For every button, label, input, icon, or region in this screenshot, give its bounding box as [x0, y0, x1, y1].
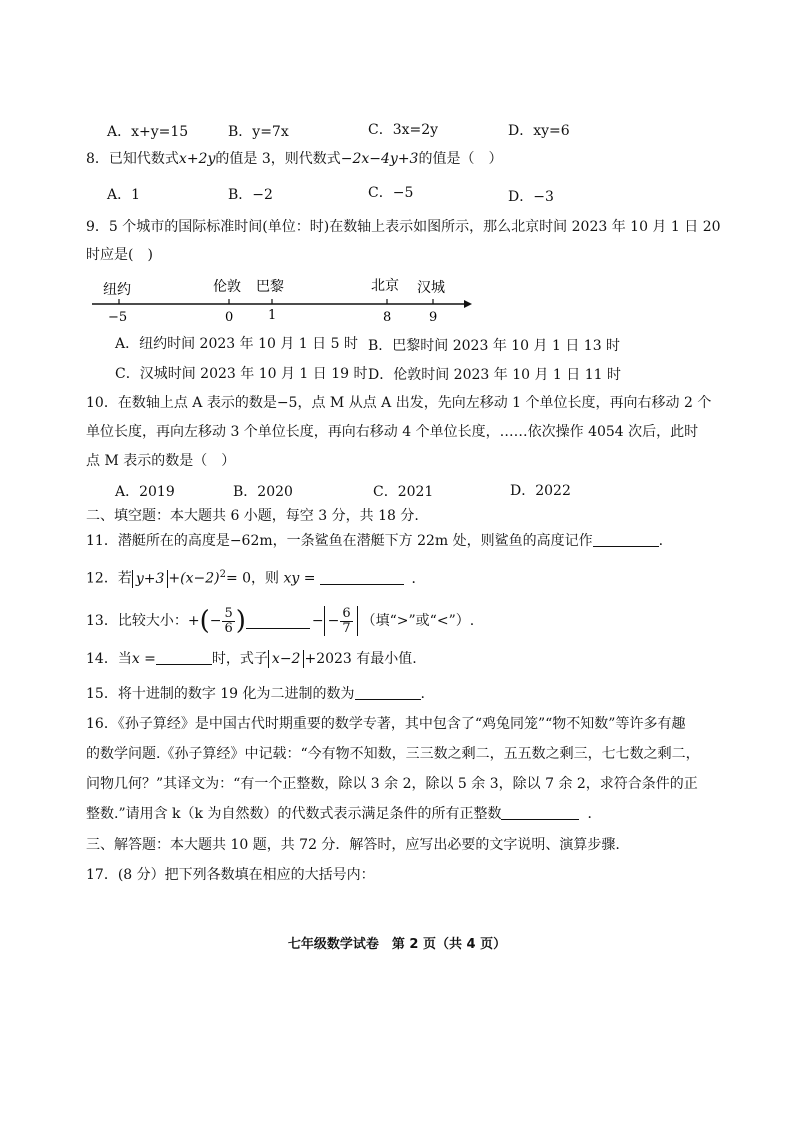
page-footer: 七年级数学试卷 第 2 页（共 4 页）	[287, 937, 507, 952]
question-14	[86, 650, 417, 668]
q14-prefix: 14．当	[86, 651, 132, 667]
q13-abs: − $\frac{6}{7}$	[324, 606, 358, 636]
q16-line-1: 16．《孙子算经》是中国古代时期重要的数学专著，其中包含了“鸡兔同笼”“物不知数”等许多有趣	[86, 716, 686, 732]
question-11	[86, 532, 663, 550]
value-london: 0	[225, 310, 234, 325]
q7-option-b: B．y=7x	[228, 124, 289, 140]
question-16-line-4	[86, 805, 601, 823]
q15-text: 15．将十进制的数字 19 化为二进制的数为	[86, 686, 355, 702]
q11-text: 11．潜艇所在的高度是−62m，一条鲨鱼在潜艇下方 22m 处，则鲨鱼的高度记作	[86, 533, 593, 549]
q7-option-d: D．xy=6	[508, 123, 570, 139]
q8-option-a: A．1	[107, 187, 141, 203]
q14-abs: x−2	[268, 650, 305, 668]
q13-minus2: −	[311, 613, 324, 629]
q12-abs: y+3	[132, 570, 169, 588]
value-newyork: −5	[108, 310, 128, 325]
q16-line-2: 的数学问题.《孙子算经》中记载：“今有物不知数，三三数之剩二，五五数之剩三，七七数之剩二，	[86, 746, 700, 762]
q8-option-d: D．−3	[508, 189, 554, 205]
q13-minus1: −	[209, 613, 222, 629]
q12-square: (x−2)	[180, 570, 220, 587]
q12-prefix: 12．若	[86, 570, 132, 587]
q7-option-a: A．x+y=15	[107, 124, 189, 140]
q8-option-c: C．−5	[368, 185, 414, 201]
q12-eq: = 0，则	[225, 570, 280, 587]
city-newyork: 纽约	[103, 282, 131, 298]
q8-prefix: 8．已知代数式	[86, 151, 179, 167]
q13-frac1: $\frac{5}{6}$	[224, 605, 233, 636]
q12-exponent: 2	[219, 569, 226, 580]
question-13: 13．比较大小：+(− $\frac{5}{6}$ ) − − $\frac{6}{7}$ （填“>”或“<”）.	[86, 605, 475, 636]
q7-option-c: C．3x=2y	[368, 122, 439, 138]
q16-answer-blank[interactable]	[501, 805, 579, 820]
q8-mid: 的值是 3，则代数式	[215, 151, 341, 167]
q9-option-b: B．巴黎时间 2023 年 10 月 1 日 13 时	[368, 338, 621, 354]
q9-option-d: D．伦敦时间 2023 年 10 月 1 日 11 时	[368, 367, 621, 383]
q15-end: .	[420, 686, 425, 702]
city-london: 伦敦	[213, 279, 241, 295]
q12-xy: xy	[283, 570, 300, 587]
question-8	[86, 150, 502, 168]
q10-option-d: D．2022	[510, 483, 571, 499]
q10-line-3: 点 M 表示的数是（ ）	[86, 453, 236, 469]
q8-option-b: B．−2	[228, 187, 273, 203]
q8-expr1: x+2y	[178, 151, 216, 167]
q10-option-a: A．2019	[115, 484, 175, 500]
q12-end: ．	[411, 570, 426, 587]
q10-line-1: 10．在数轴上点 A 表示的数是−5，点 M 从点 A 出发，先向左移动 1 个单位长度，再向右移动 2 个	[86, 395, 712, 411]
q10-option-b: B．2020	[233, 484, 293, 500]
city-seoul: 汉城	[417, 280, 445, 296]
q11-answer-blank[interactable]	[593, 532, 659, 547]
q12-answer-blank[interactable]	[320, 570, 404, 585]
value-paris: 1	[268, 308, 277, 323]
number-line	[90, 270, 490, 326]
q14-eq: =	[139, 651, 156, 667]
q8-expr2: −2x−4y+3	[340, 151, 419, 167]
q14-answer-blank[interactable]	[156, 650, 212, 665]
q12-eq2: =	[299, 570, 316, 587]
q15-answer-blank[interactable]	[355, 685, 421, 700]
number-line-arrow	[464, 300, 472, 308]
question-12	[86, 566, 426, 588]
value-seoul: 9	[429, 310, 438, 325]
q16-line-3: 问物几何？”其译文为：“有一个正整数，除以 3 余 2，除以 5 余 3，除以 7 余 2，求符合条件的正	[86, 776, 698, 792]
q9-line-2: 时应是( )	[86, 247, 153, 263]
q9-line-1: 9．5 个城市的国际标准时间(单位：时)在数轴上表示如图所示，那么北京时间 2023 年 10 月 1 日 20	[86, 219, 721, 235]
q9-option-c: C．汉城时间 2023 年 10 月 1 日 19 时	[115, 366, 368, 382]
q9-option-a: A．纽约时间 2023 年 10 月 1 日 5 时	[115, 336, 358, 352]
q16-end: ．	[587, 806, 602, 822]
q13-answer-blank[interactable]	[246, 614, 310, 629]
section-2-heading: 二、填空题：本大题共 6 小题，每空 3 分，共 18 分.	[86, 508, 419, 524]
q14-mid: 时，式子	[211, 651, 268, 667]
q10-line-2: 单位长度，再向左移动 3 个单位长度，再向右移动 4 个单位长度，……依次操作 4054 次后，此时	[86, 424, 699, 440]
city-beijing: 北京	[371, 278, 399, 294]
city-paris: 巴黎	[256, 279, 284, 295]
q8-suffix: 的值是（ ）	[418, 151, 503, 167]
question-15	[86, 685, 425, 703]
q13-plus: +	[187, 613, 200, 629]
q13-prefix: 13．比较大小：	[86, 613, 188, 629]
q11-end: .	[658, 533, 664, 549]
question-17: 17．(8 分）把下列各数填在相应的大括号内：	[86, 867, 375, 883]
q14-x: x	[131, 651, 140, 667]
q14-suffix: +2023 有最小值.	[304, 651, 417, 667]
section-3-heading: 三、解答题：本大题共 10 题，共 72 分．解答时，应写出必要的文字说明、演算步骤.	[86, 837, 620, 853]
value-beijing: 8	[383, 310, 392, 325]
q12-plus: +	[168, 570, 181, 587]
q13-hint: （填“>”或“<”）.	[361, 613, 475, 629]
q10-option-c: C．2021	[373, 484, 434, 500]
q16-line-4: 整数.”请用含 k（k 为自然数）的代数式表示满足条件的所有正整数	[86, 806, 502, 822]
